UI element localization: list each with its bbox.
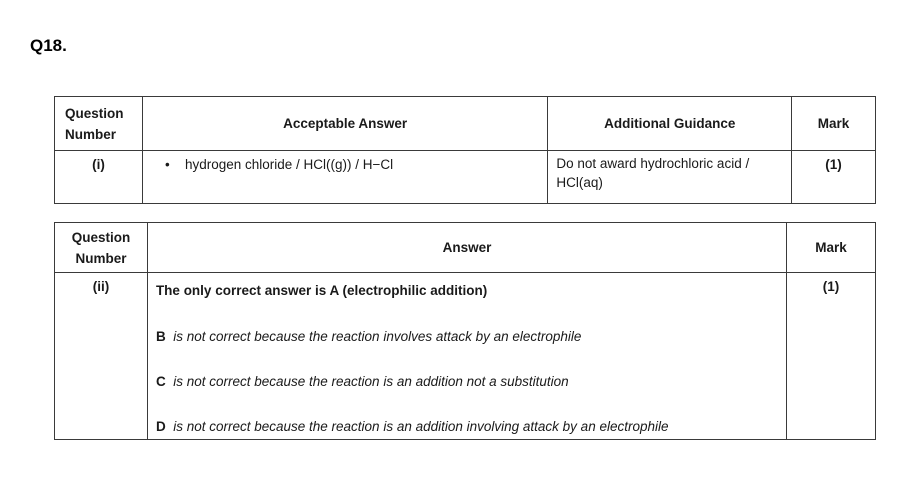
- mark-value: (1): [787, 273, 876, 440]
- question-part: (i): [55, 151, 143, 204]
- table-row: [55, 151, 876, 204]
- question-title: Q18.: [30, 36, 67, 55]
- option-b-explanation: B is not correct because the reaction involves attack by an electrophile: [155, 329, 582, 344]
- header-additional-guidance: Additional Guidance: [548, 97, 792, 151]
- header-question-number: Question Number: [55, 223, 148, 273]
- header-question-number: Question Number: [55, 97, 143, 151]
- question-part: (ii): [55, 273, 148, 440]
- header-acceptable-answer: Acceptable Answer: [142, 97, 547, 151]
- mark-scheme-table-1: [54, 96, 876, 204]
- table-row: [55, 273, 876, 440]
- table-1-header-row: [55, 97, 876, 151]
- correct-answer-text: The only correct answer is A (electrophilic addition): [155, 283, 488, 298]
- acceptable-answer-text: hydrogen chloride / HCl((g)) / H−Cl: [184, 157, 394, 172]
- header-answer: Answer: [147, 223, 786, 273]
- header-mark: Mark: [792, 97, 876, 151]
- mark-value: (1): [792, 151, 876, 204]
- mark-scheme-table-2: [54, 222, 876, 440]
- table-2-header-row: [55, 223, 876, 273]
- option-d-explanation: D is not correct because the reaction is an addition involving attack by an electrophile: [155, 419, 669, 434]
- acceptable-answer-cell: [142, 151, 547, 204]
- answer-cell: [147, 273, 786, 440]
- additional-guidance-text: Do not award hydrochloric acid / HCl(aq): [548, 151, 792, 204]
- option-c-explanation: C is not correct because the reaction is an addition not a substitution: [155, 374, 569, 389]
- bullet-icon: •: [164, 157, 170, 172]
- header-mark: Mark: [787, 223, 876, 273]
